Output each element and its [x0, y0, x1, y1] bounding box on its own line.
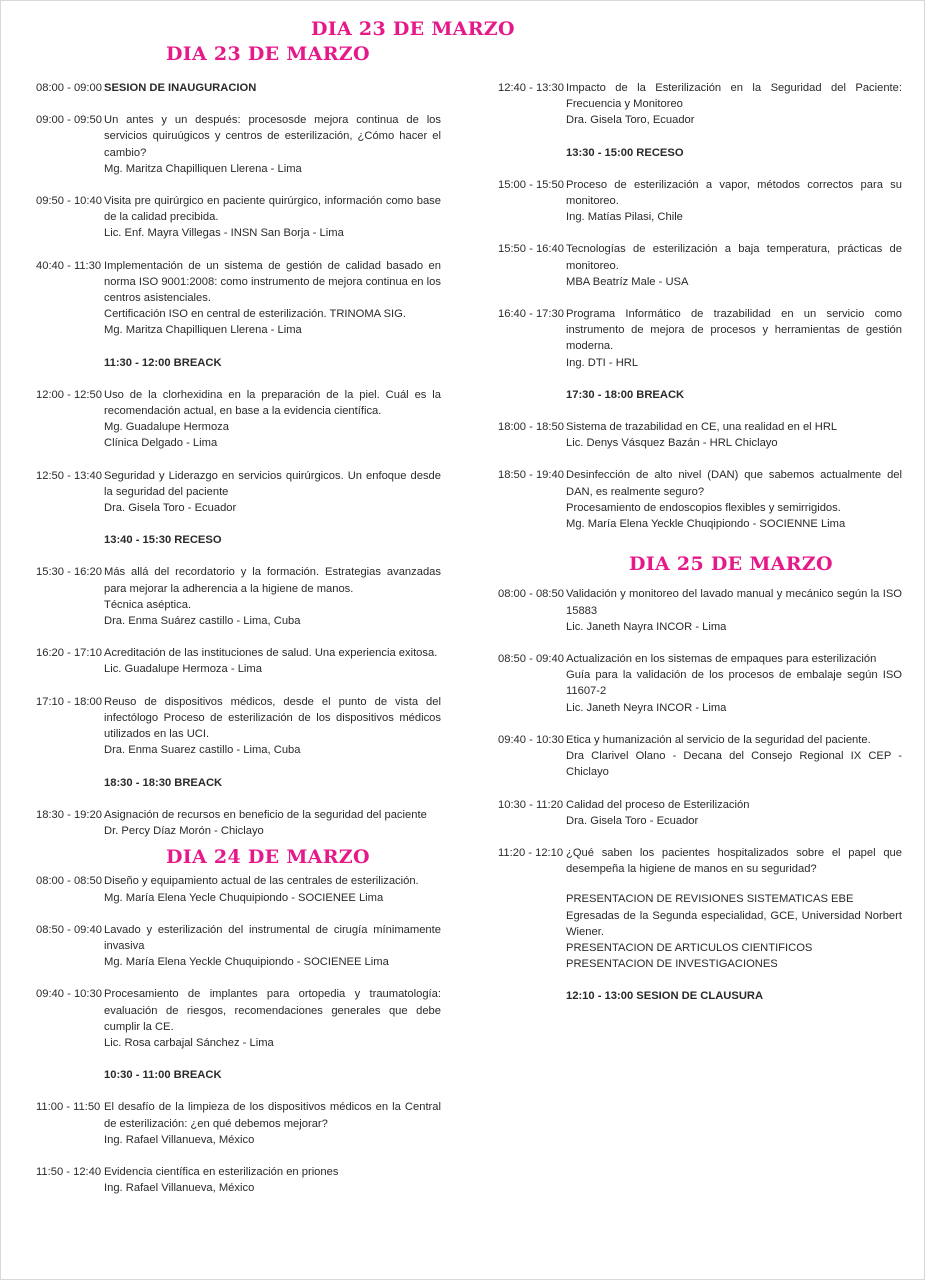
- schedule-entry: [498, 845, 902, 877]
- entry-title: Diseño y equipamiento actual de las centrales de esterilización.: [104, 875, 419, 888]
- entry-body: [104, 807, 441, 839]
- left-group-f: [36, 1099, 441, 1196]
- entry-time: 18:30 - 19:20: [36, 808, 102, 821]
- entry-title: Tecnologías de esterilización a baja temperatura, prácticas de monitoreo.: [566, 243, 902, 272]
- schedule-entry: [498, 419, 902, 451]
- schedule-entry: [36, 1099, 441, 1148]
- entry-detail: Procesamiento de endoscopios flexibles y semirrigidos.: [566, 501, 841, 514]
- break-row: 13:30 - 15:00 RECESO: [566, 146, 684, 159]
- entry-speaker: Mg. María Elena Yeckle Chuqipiondo - SOCIENNE Lima: [566, 518, 846, 531]
- schedule-entry: [36, 80, 441, 96]
- entry-time: 18:50 - 19:40: [498, 469, 564, 482]
- day-23-header: DIA 23 DE MARZO: [166, 43, 370, 65]
- break-row: 18:30 - 18:30 BREACK: [104, 776, 223, 789]
- entry-speaker: Dr. Percy Díaz Morón - Chiclayo: [104, 824, 264, 837]
- entry-title: Un antes y un después: procesosde mejora continua de los servicios quiruúgicos y centros de esterilización, ¿Cómo hacer el cambio?: [104, 114, 441, 159]
- break-row: 11:30 - 12:00 BREACK: [104, 356, 222, 369]
- entry-speaker: Ing. DTI - HRL: [566, 356, 639, 369]
- entry-title: Desinfección de alto nivel (DAN) que sabemos actualmente del DAN, es realmente seguro?: [566, 469, 902, 498]
- entry-title: Asignación de recursos en beneficio de la seguridad del paciente: [104, 808, 427, 821]
- schedule-entry: [36, 986, 441, 1051]
- schedule-entry: [498, 651, 902, 716]
- day-25-header: DIA 25 DE MARZO: [629, 553, 833, 576]
- right-group-a: [498, 80, 902, 129]
- schedule-entry: [498, 467, 902, 532]
- entry-time: 11:20 - 12:10: [498, 846, 564, 859]
- entry-speaker: Dra. Gisela Toro - Ecuador: [104, 502, 237, 515]
- entry-title: SESION DE INAUGURACION: [104, 82, 257, 94]
- entry-body: [104, 564, 441, 629]
- entry-detail: Guía para la validación de los procesos de embalaje según ISO 11607-2: [566, 669, 902, 698]
- presentation-line: PRESENTACION DE INVESTIGACIONES: [566, 958, 778, 971]
- entry-title: Actualización en los sistemas de empaques para esterilización: [566, 653, 877, 666]
- entry-title: El desafío de la limpieza de los dispositivos médicos en la Central de esterilización: ¿en qué debemos mejorar?: [104, 1101, 441, 1130]
- entry-speaker: Mg. Maritza Chapilliquen Llerena - Lima: [104, 324, 302, 337]
- entry-title: Lavado y esterilización del instrumental de cirugía mínimamente invasiva: [104, 923, 441, 952]
- entry-body: [104, 645, 441, 677]
- left-group-e: [36, 873, 441, 1051]
- entry-speaker: Lic. Guadalupe Hermoza - Lima: [104, 663, 262, 676]
- entry-time: 16:40 - 17:30: [498, 308, 564, 321]
- right-group-c: [498, 419, 902, 532]
- entry-title: Implementación de un sistema de gestión de calidad basado en norma ISO 9001:2008: como instrumento de mejora continua en los centros asistenciales.: [104, 259, 441, 305]
- entry-body: [104, 193, 441, 242]
- entry-time: 12:40 - 13:30: [498, 82, 564, 94]
- entry-body: [566, 80, 902, 129]
- entry-speaker: Dra. Gisela Toro, Ecuador: [566, 114, 695, 127]
- schedule-entry: [36, 387, 441, 452]
- left-group-d: [36, 807, 441, 839]
- right-group-b: [498, 177, 902, 371]
- entry-body: [104, 986, 441, 1051]
- left-column: [36, 80, 441, 1212]
- entry-detail: Dra Clarivel Olano - Decana del Consejo Regional IX CEP - Chiclayo: [566, 750, 902, 779]
- entry-title: Sistema de trazabilidad en CE, una realidad en el HRL: [566, 421, 838, 434]
- entry-detail: Certificación ISO en central de esterilización. TRINOMA SIG.: [104, 308, 406, 321]
- entry-title: Proceso de esterilización a vapor, métodos correctos para su monitoreo.: [566, 178, 902, 208]
- entry-speaker: Ing. Rafael Villanueva, México: [104, 1133, 255, 1146]
- entry-title: Reuso de dispositivos médicos, desde el punto de vista del infectólogo Proceso de esterilización de los dispositivos médicos utilizados en las UCI.: [104, 695, 441, 741]
- presentation-line: Egresadas de la Segunda especialidad, GCE, Universidad Norbert Wiener.: [566, 909, 902, 938]
- entry-time: 15:50 - 16:40: [498, 243, 564, 256]
- entry-speaker: Lic. Enf. Mayra Villegas - INSN San Borja - Lima: [104, 227, 344, 240]
- entry-body: [566, 651, 902, 716]
- day-24-header: DIA 24 DE MARZO: [166, 846, 370, 869]
- entry-speaker: Dra. Gisela Toro - Ecuador: [566, 814, 699, 827]
- entry-speaker: Dra. Enma Suárez castillo - Lima, Cuba: [104, 615, 301, 628]
- entry-speaker: Lic. Janeth Neyra INCOR - Lima: [566, 701, 727, 714]
- entry-body: [566, 845, 902, 877]
- entry-body: [104, 387, 441, 452]
- entry-body: [566, 732, 902, 781]
- break-row: 10:30 - 11:00 BREACK: [104, 1069, 222, 1082]
- entry-time: 09:40 - 10:30: [36, 988, 102, 1001]
- entry-time: 15:00 - 15:50: [498, 178, 564, 191]
- presentations-block: [566, 891, 902, 972]
- schedule-entry: [36, 564, 441, 629]
- schedule-entry: [36, 807, 441, 839]
- schedule-entry: [498, 241, 902, 290]
- entry-speaker: Lic. Rosa carbajal Sánchez - Lima: [104, 1036, 274, 1049]
- entry-time: 08:00 - 08:50: [498, 588, 564, 601]
- schedule-entry: [36, 922, 441, 971]
- schedule-entry: [36, 193, 441, 242]
- entry-speaker: Lic. Janeth Nayra INCOR - Lima: [566, 620, 727, 633]
- entry-time: 08:50 - 09:40: [36, 923, 102, 936]
- entry-title: Seguridad y Liderazgo en servicios quirúrgicos. Un enfoque desde la seguridad del paciente: [104, 469, 441, 498]
- entry-speaker: Ing. Matías Pilasi, Chile: [566, 211, 683, 224]
- entry-title: Visita pre quirúrgico en paciente quirúrgico, información como base de la calidad precibida.: [104, 195, 441, 224]
- entry-body: [104, 873, 441, 905]
- entry-body: [104, 1164, 441, 1196]
- entry-time: 09:00 - 09:50: [36, 114, 102, 127]
- entry-body: [104, 112, 441, 177]
- entry-speaker: Clínica Delgado - Lima: [104, 437, 218, 450]
- schedule-entry: [36, 645, 441, 677]
- schedule-entry: [498, 732, 902, 781]
- entry-speaker: MBA Beatríz Male - USA: [566, 275, 689, 288]
- entry-title: ¿Qué saben los pacientes hospitalizados sobre el papel que desempeña la higiene de manos en su seguridad?: [566, 846, 902, 876]
- schedule-entry: [498, 177, 902, 226]
- entry-time: 09:40 - 10:30: [498, 733, 564, 746]
- entry-title: Etica y humanización al servicio de la seguridad del paciente.: [566, 733, 871, 746]
- entry-body: [104, 80, 441, 96]
- entry-body: [566, 586, 902, 635]
- day-23-header-top: DIA 23 DE MARZO: [311, 18, 515, 40]
- entry-title: Más allá del recordatorio y la formación. Estrategias avanzadas para mejorar la adherencia a la higiene de manos.: [104, 566, 441, 595]
- entry-time: 16:20 - 17:10: [36, 647, 102, 660]
- entry-title: Impacto de la Esterilización en la Seguridad del Paciente: Frecuencia y Monitoreo: [566, 82, 902, 111]
- entry-speaker: Mg. Maritza Chapilliquen Llerena - Lima: [104, 162, 302, 175]
- entry-time: 09:50 - 10:40: [36, 195, 102, 208]
- entry-body: [104, 922, 441, 971]
- schedule-entry: [498, 306, 902, 371]
- entry-time: 15:30 - 16:20: [36, 566, 102, 579]
- schedule-entry: [36, 1164, 441, 1196]
- entry-speaker: Ing. Rafael Villanueva, México: [104, 1182, 255, 1195]
- schedule-entry: [36, 873, 441, 905]
- entry-title: Programa Informático de trazabilidad en un servicio como instrumento de mejora de procesos y herramientas de gestión moderna.: [566, 308, 902, 353]
- schedule-entry: [36, 258, 441, 339]
- left-group-b: [36, 387, 441, 516]
- entry-body: [104, 694, 441, 759]
- entry-title: Acreditación de las instituciones de salud. Una experiencia exitosa.: [104, 647, 438, 660]
- entry-detail: Mg. Guadalupe Hermoza: [104, 421, 229, 434]
- entry-speaker: Dra. Enma Suarez castillo - Lima, Cuba: [104, 744, 301, 757]
- entry-speaker: Mg. María Elena Yecle Chuquipiondo - SOCIENEE Lima: [104, 891, 384, 904]
- presentation-line: PRESENTACION DE ARTICULOS CIENTIFICOS: [566, 941, 813, 954]
- entry-title: Procesamiento de implantes para ortopedia y traumatología: evaluación de riesgos, recomendaciones generales que debe cumplir la CE.: [104, 988, 441, 1033]
- entry-time: 11:00 - 11:50: [36, 1101, 101, 1114]
- entry-body: [566, 177, 902, 226]
- schedule-entry: [36, 468, 441, 517]
- entry-speaker: Lic. Denys Vásquez Bazán - HRL Chiclayo: [566, 437, 778, 450]
- entry-time: 10:30 - 11:20: [498, 798, 564, 811]
- entry-time: 08:00 - 09:00: [36, 82, 102, 94]
- entry-body: [566, 419, 902, 451]
- entry-title: Calidad del proceso de Esterilización: [566, 798, 750, 811]
- schedule-entry: [498, 586, 902, 635]
- closing-session: 12:10 - 13:00 SESION DE CLAUSURA: [566, 990, 764, 1003]
- entry-body: [566, 797, 902, 829]
- break-row: 13:40 - 15:30 RECESO: [104, 534, 222, 547]
- entry-detail: Técnica aséptica.: [104, 598, 192, 611]
- entry-time: 40:40 - 11:30: [36, 259, 102, 272]
- entry-body: [566, 306, 902, 371]
- left-group-c: [36, 564, 441, 758]
- entry-speaker: Mg. María Elena Yeckle Chuquipiondo - SOCIENEE Lima: [104, 956, 389, 969]
- right-column: [498, 80, 902, 1021]
- entry-title: Validación y monitoreo del lavado manual y mecánico según la ISO 15883: [566, 588, 902, 617]
- break-row: 17:30 - 18:00 BREACK: [566, 388, 685, 401]
- entry-time: 12:00 - 12:50: [36, 388, 102, 401]
- entry-body: [566, 467, 902, 532]
- presentation-line: PRESENTACION DE REVISIONES SISTEMATICAS EBE: [566, 893, 854, 906]
- schedule-entry: [36, 112, 441, 177]
- schedule-entry: [498, 80, 902, 129]
- entry-title: Evidencia científica en esterilización en priones: [104, 1165, 339, 1178]
- entry-title: Uso de la clorhexidina en la preparación de la piel. Cuál es la recomendación actual, en base a la evidencia científica.: [104, 388, 441, 418]
- entry-time: 12:50 - 13:40: [36, 469, 102, 482]
- entry-time: 08:50 - 09:40: [498, 653, 564, 666]
- schedule-entry: [36, 694, 441, 759]
- entry-time: 11:50 - 12:40: [36, 1165, 102, 1178]
- entry-body: [104, 468, 441, 517]
- entry-body: [104, 1099, 441, 1148]
- left-group-a: [36, 80, 441, 339]
- entry-time: 08:00 - 08:50: [36, 875, 102, 888]
- entry-time: 18:00 - 18:50: [498, 421, 564, 434]
- entry-body: [566, 241, 902, 290]
- entry-time: 17:10 - 18:00: [36, 695, 102, 708]
- right-group-d: [498, 586, 902, 877]
- entry-body: [104, 258, 441, 339]
- schedule-entry: [498, 797, 902, 829]
